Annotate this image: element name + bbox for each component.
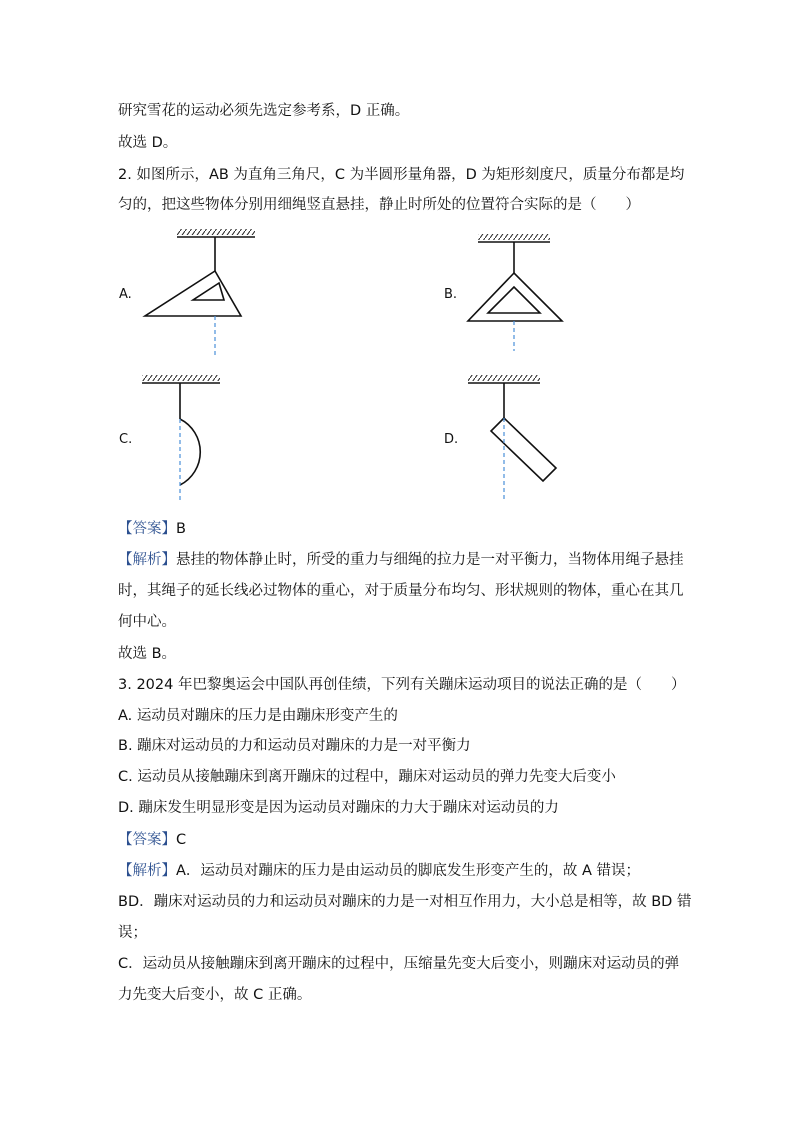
- exp3-line5: 力先变大后变小，故 C 正确。: [118, 987, 312, 1003]
- exp3-line4: C．运动员从接触蹦床到离开蹦床的过程中，压缩量先变大后变小，则蹦床对运动员的弹: [118, 956, 680, 972]
- figure-a: [145, 229, 255, 355]
- q3-option-a: A. 运动员对蹦床的压力是由蹦床形变产生的: [118, 708, 398, 724]
- q3-line: 3. 2024 年巴黎奥运会中国队再创佳绩，下列有关蹦床运动项目的说法正确的是（ ）: [118, 677, 686, 693]
- exp3-line1: [118, 861, 640, 881]
- figure-b: [468, 234, 562, 351]
- q3-option-c: C. 运动员从接触蹦床到离开蹦床的过程中，蹦床对运动员的弹力先变大后变小: [118, 769, 616, 785]
- option-a-label: A.: [119, 287, 132, 302]
- figure-c: [142, 375, 220, 500]
- answer-value: B: [176, 521, 186, 537]
- explanation-text: A．运动员对蹦床的压力是由运动员的脚底发生形变产生的，故 A 错误；: [176, 863, 641, 879]
- q3-option-b: B. 蹦床对运动员的力和运动员对蹦床的力是一对平衡力: [118, 738, 471, 754]
- answer-3: [118, 830, 186, 850]
- exp3-line3: 误；: [118, 925, 147, 941]
- explanation-label: 【解析】: [118, 552, 176, 568]
- exp3-line2: BD．蹦床对运动员的力和运动员对蹦床的力是一对相互作用力，大小总是相等，故 BD 错: [118, 894, 692, 910]
- exp2-line3: 何中心。: [118, 614, 176, 630]
- l1: 研究雪花的运动必须先选定参考系，D 正确。: [118, 103, 410, 119]
- explanation-label: 【解析】: [118, 863, 176, 879]
- answer-label: 【答案】: [118, 832, 176, 848]
- q2-line2: 匀的，把这些物体分别用细绳竖直悬挂，静止时所处的位置符合实际的是（ ）: [118, 197, 640, 213]
- answer-2: [118, 519, 186, 539]
- l2: 故选 D。: [118, 135, 178, 151]
- answer-label: 【答案】: [118, 521, 176, 537]
- option-d-label: D.: [444, 432, 459, 447]
- sel2: 故选 B。: [118, 646, 177, 662]
- q3-option-d: D. 蹦床发生明显形变是因为运动员对蹦床的力大于蹦床对运动员的力: [118, 800, 559, 816]
- exp2-line1: [118, 550, 684, 570]
- option-b-label: B.: [444, 287, 458, 302]
- exp2-line2: 时，其绳子的延长线必过物体的重心，对于质量分布均匀、形状规则的物体，重心在其几: [118, 583, 684, 599]
- explanation-text: 悬挂的物体静止时，所受的重力与细绳的拉力是一对平衡力，当物体用绳子悬挂: [176, 552, 684, 568]
- option-c-label: C.: [119, 432, 133, 447]
- answer-value: C: [176, 832, 187, 848]
- figure-d: [468, 375, 556, 500]
- q2-line1: 2. 如图所示，AB 为直角三角尺，C 为半圆形量角器，D 为矩形刻度尺，质量分布都是均: [118, 167, 685, 183]
